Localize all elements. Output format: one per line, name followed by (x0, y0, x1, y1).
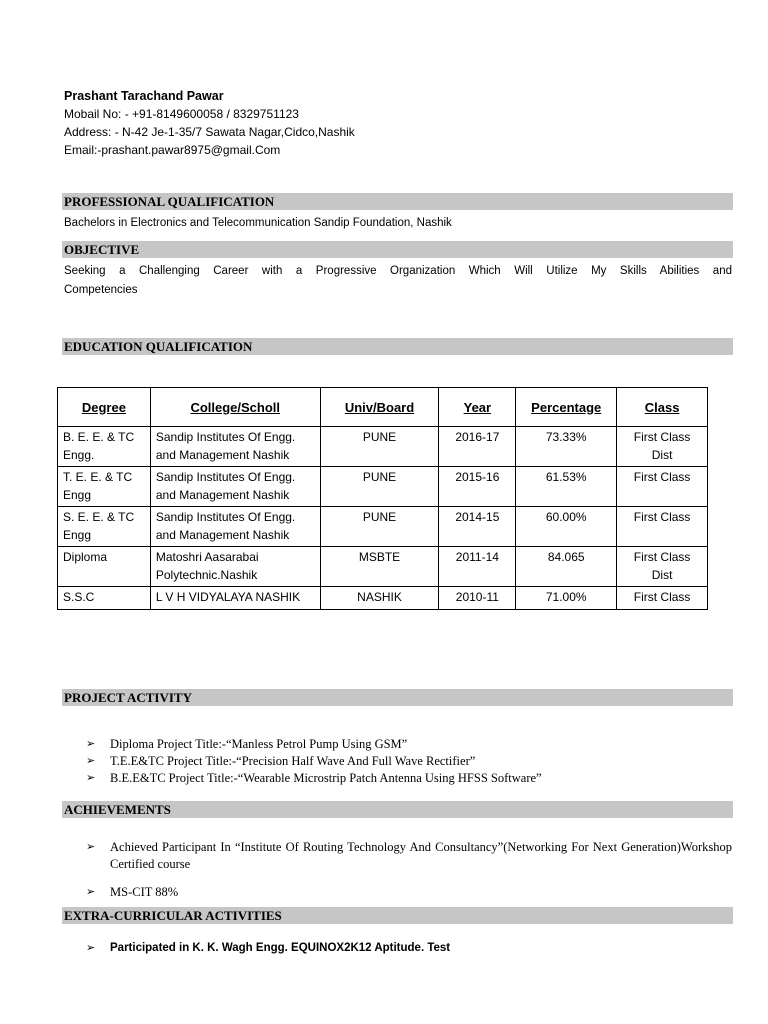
achievements-list (86, 839, 732, 873)
percentage-cell: 61.53% (516, 467, 617, 507)
mobile-number: Mobail No: - +91-8149600058 / 8329751123 (64, 107, 299, 121)
list-item (86, 753, 732, 770)
class-cell: First Class Dist (617, 547, 708, 587)
list-item (86, 884, 732, 901)
arrowhead-bullet-icon: ➢ (86, 942, 96, 954)
achievement-item-text: Achieved Participant In “Institute Of Routing Technology And Consultancy”(Networking For Next Generation)Workshop Certified course (110, 840, 732, 871)
table-row (58, 587, 708, 610)
list-item (86, 770, 732, 787)
degree-cell: Diploma (58, 547, 151, 587)
year-cell: 2014-15 (439, 507, 516, 547)
list-item (86, 940, 732, 957)
project-item-text: B.E.E&TC Project Title:-“Wearable Microstrip Patch Antenna Using HFSS Software” (110, 771, 542, 785)
class-cell: First Class (617, 467, 708, 507)
class-cell: First Class (617, 587, 708, 610)
email: Email:-prashant.pawar8975@gmail.Com (64, 143, 281, 157)
objective-line-1: Seeking a Challenging Career with a Progressive Organization Which Will Utilize My Skills Abilities and (64, 265, 732, 277)
college-cell: Sandip Institutes Of Engg. and Management Nashik (150, 507, 320, 547)
section-heading-extracurricular: EXTRA-CURRICULAR ACTIVITIES (62, 907, 733, 924)
achievements-list-continued (86, 884, 732, 901)
board-cell: PUNE (320, 427, 439, 467)
column-header-year: Year (439, 388, 516, 427)
section-heading-objective: OBJECTIVE (62, 241, 733, 258)
section-heading-project-activity: PROJECT ACTIVITY (62, 689, 733, 706)
column-header-college: College/Scholl (150, 388, 320, 427)
objective-line-2: Competencies (64, 284, 138, 296)
percentage-cell: 71.00% (516, 587, 617, 610)
project-item-text: Diploma Project Title:-“Manless Petrol Pump Using GSM” (110, 737, 408, 751)
class-cell: First Class Dist (617, 427, 708, 467)
candidate-name: Prashant Tarachand Pawar (64, 89, 224, 103)
degree-cell: S.S.C (58, 587, 151, 610)
degree-cell: S. E. E. & TC Engg (58, 507, 151, 547)
arrowhead-bullet-icon: ➢ (86, 755, 96, 767)
education-table (57, 387, 708, 610)
education-table-header-row (58, 388, 708, 427)
table-row (58, 507, 708, 547)
professional-qualification-text: Bachelors in Electronics and Telecommunication Sandip Foundation, Nashik (64, 217, 452, 229)
column-header-board: Univ/Board (320, 388, 439, 427)
table-row (58, 427, 708, 467)
column-header-percentage: Percentage (516, 388, 617, 427)
project-item-text: T.E.E&TC Project Title:-“Precision Half Wave And Full Wave Rectifier” (110, 754, 476, 768)
extracurricular-item-text: Participated in K. K. Wagh Engg. EQUINOX2K12 Aptitude. Test (110, 942, 451, 954)
college-cell: Sandip Institutes Of Engg. and Management Nashik (150, 467, 320, 507)
percentage-cell: 60.00% (516, 507, 617, 547)
column-header-degree: Degree (58, 388, 151, 427)
extracurricular-list (86, 940, 732, 957)
year-cell: 2016-17 (439, 427, 516, 467)
arrowhead-bullet-icon: ➢ (86, 886, 96, 898)
list-item (86, 839, 732, 873)
objective-text (64, 262, 732, 300)
column-header-class: Class (617, 388, 708, 427)
arrowhead-bullet-icon: ➢ (86, 841, 96, 853)
section-heading-achievements: ACHIEVEMENTS (62, 801, 733, 818)
arrowhead-bullet-icon: ➢ (86, 772, 96, 784)
college-cell: L V H VIDYALAYA NASHIK (150, 587, 320, 610)
degree-cell: T. E. E. & TC Engg (58, 467, 151, 507)
contact-header (64, 87, 355, 159)
college-cell: Matoshri Aasarabai Polytechnic.Nashik (150, 547, 320, 587)
percentage-cell: 84.065 (516, 547, 617, 587)
year-cell: 2011-14 (439, 547, 516, 587)
address: Address: - N-42 Je-1-35/7 Sawata Nagar,Cidco,Nashik (64, 125, 355, 139)
table-row (58, 547, 708, 587)
year-cell: 2010-11 (439, 587, 516, 610)
arrowhead-bullet-icon: ➢ (86, 738, 96, 750)
degree-cell: B. E. E. & TC Engg. (58, 427, 151, 467)
list-item (86, 736, 732, 753)
board-cell: MSBTE (320, 547, 439, 587)
achievement-item-text: MS-CIT 88% (110, 885, 179, 899)
college-cell: Sandip Institutes Of Engg. and Management Nashik (150, 427, 320, 467)
section-heading-professional-qualification: PROFESSIONAL QUALIFICATION (62, 193, 733, 210)
board-cell: PUNE (320, 467, 439, 507)
year-cell: 2015-16 (439, 467, 516, 507)
board-cell: PUNE (320, 507, 439, 547)
table-row (58, 467, 708, 507)
class-cell: First Class (617, 507, 708, 547)
section-heading-education: EDUCATION QUALIFICATION (62, 338, 733, 355)
project-list (86, 736, 732, 787)
board-cell: NASHIK (320, 587, 439, 610)
percentage-cell: 73.33% (516, 427, 617, 467)
